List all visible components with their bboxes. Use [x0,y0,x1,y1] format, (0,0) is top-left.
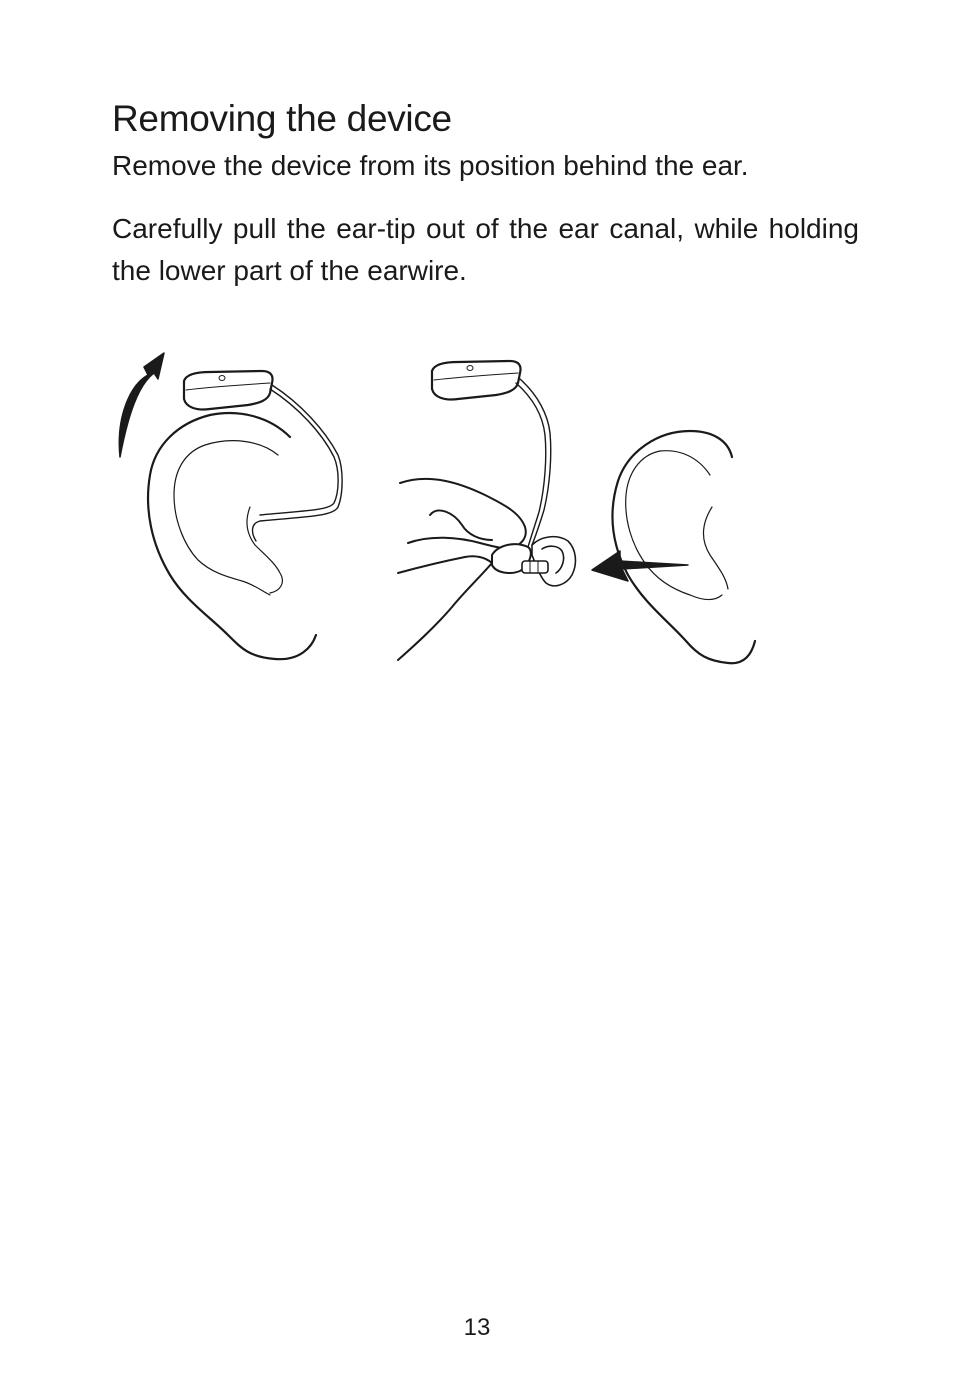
lift-arrow-icon [119,353,164,457]
ear-icon [148,413,316,659]
hearing-aid-icon [184,371,342,541]
ear-tip-icon [522,537,575,586]
page-number: 13 [463,1314,491,1341]
instruction-paragraph-2: Carefully pull the ear-tip out of the ear canal, while holding the lower part of the earwire. [112,213,859,286]
instruction-paragraph-1: Remove the device from its position behind the ear. [112,150,749,181]
hearing-aid-icon [432,361,551,547]
ear-icon [613,431,755,663]
hand-icon [398,479,531,660]
section-heading: Removing the device [112,98,452,139]
removal-illustration [100,345,780,675]
